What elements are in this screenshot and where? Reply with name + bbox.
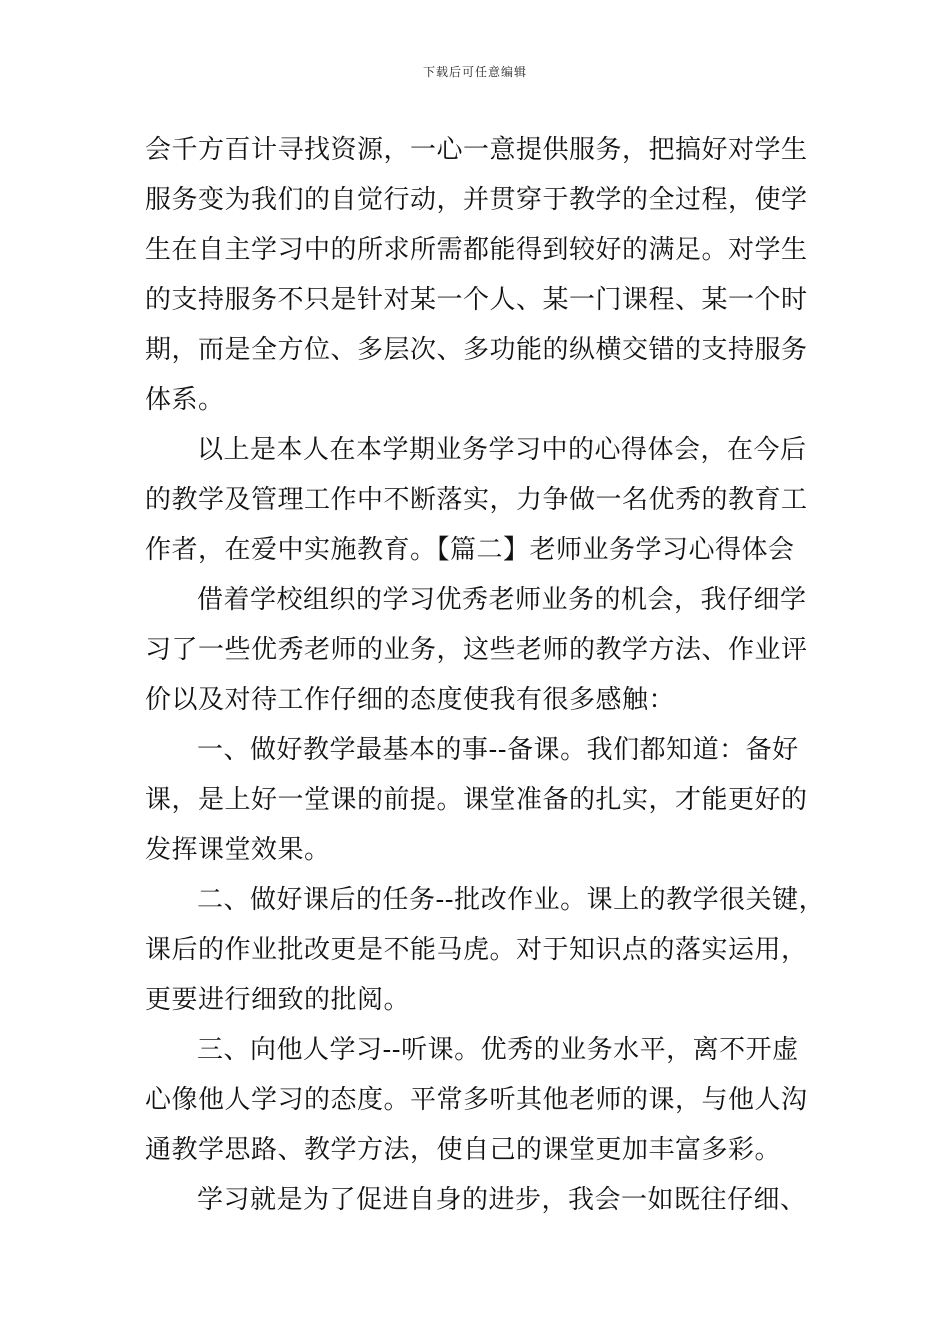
- text-line: 的支持服务不只是针对某一个人、某一门课程、某一个时: [145, 285, 808, 315]
- text-line: 的教学及管理工作中不断落实，力争做一名优秀的教育工: [145, 485, 808, 515]
- document-body: [145, 125, 835, 1225]
- text-line: 作者，在爱中实施教育。【篇二】老师业务学习心得体会: [145, 535, 795, 565]
- text-line: 通教学思路、教学方法，使自己的课堂更加丰富多彩。: [145, 1135, 782, 1165]
- text-line: 习了一些优秀老师的业务，这些老师的教学方法、作业评: [145, 635, 808, 665]
- page-header: 下载后可任意编辑: [422, 65, 527, 79]
- text-line: 体系。: [145, 385, 225, 415]
- paragraph-first-line: 以上是本人在本学期业务学习中的心得体会，在今后: [197, 435, 807, 465]
- text-line: 发挥课堂效果。: [145, 835, 331, 865]
- text-line: 更要进行细致的批阅。: [145, 985, 411, 1015]
- paragraph-first-line: 借着学校组织的学习优秀老师业务的机会，我仔细学: [197, 585, 807, 615]
- paragraph-first-line: 二、做好课后的任务--批改作业。课上的教学很关键，: [197, 885, 826, 915]
- text-line: 课后的作业批改更是不能马虎。对于知识点的落实运用，: [145, 935, 808, 965]
- text-line: 服务变为我们的自觉行动，并贯穿于教学的全过程，使学: [145, 185, 808, 215]
- paragraph-first-line: 一、做好教学最基本的事--备课。我们都知道：备好: [197, 735, 799, 765]
- paragraph-first-line: 学习就是为了促进自身的进步，我会一如既往仔细、: [197, 1185, 807, 1215]
- text-line: 期，而是全方位、多层次、多功能的纵横交错的支持服务: [145, 335, 808, 365]
- text-line: 课，是上好一堂课的前提。课堂准备的扎实，才能更好的: [145, 785, 808, 815]
- paragraph-first-line: 三、向他人学习--听课。优秀的业务水平，离不开虚: [197, 1035, 799, 1065]
- text-line: 生在自主学习中的所求所需都能得到较好的满足。对学生: [145, 235, 808, 265]
- text-line: 心像他人学习的态度。平常多听其他老师的课，与他人沟: [145, 1085, 808, 1115]
- text-line: 价以及对待工作仔细的态度使我有很多感触：: [145, 685, 676, 715]
- text-line: 会千方百计寻找资源，一心一意提供服务，把搞好对学生: [145, 135, 808, 165]
